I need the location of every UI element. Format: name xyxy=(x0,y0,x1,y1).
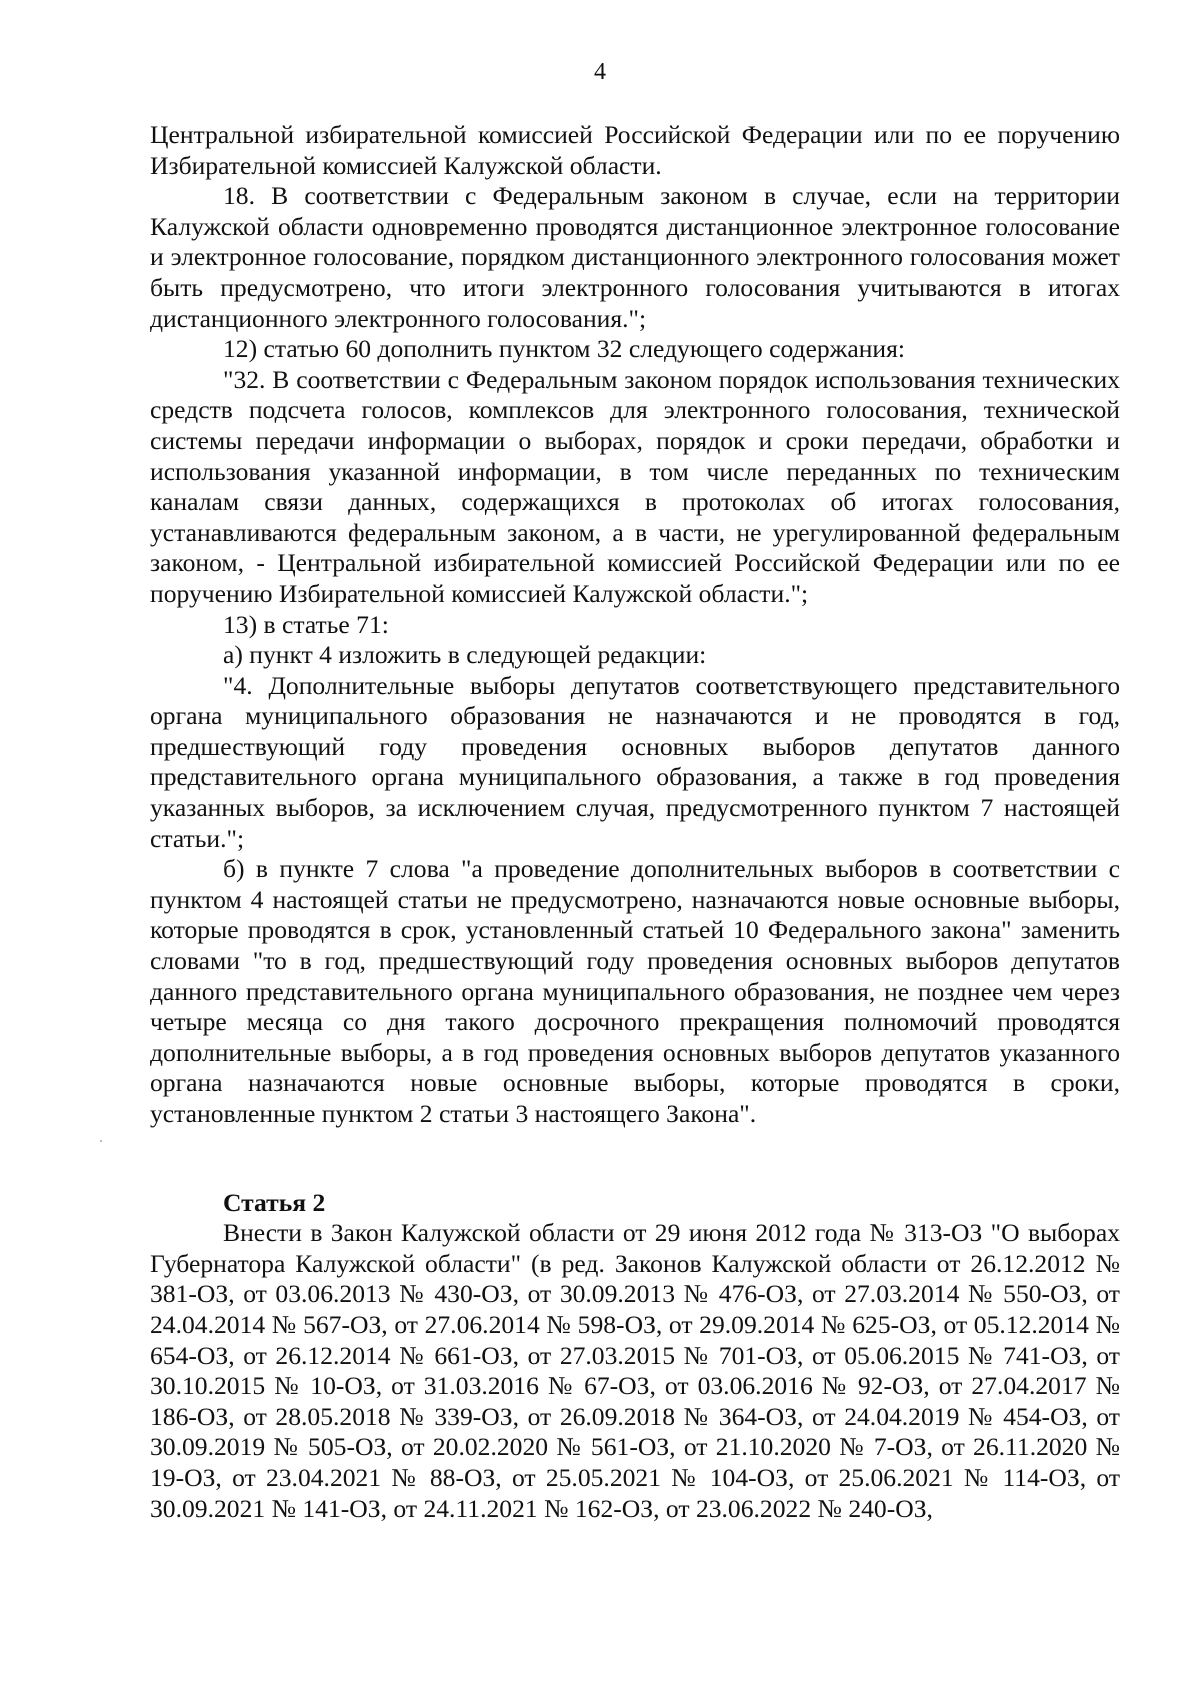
paragraph-item-32: "32. В соответствии с Федеральным законом порядок использования технических средств подсчета голосов, комплексов для электронного голосования, технической системы передачи информации о выборах, порядок и сроки передачи, обработки и использования указанной информации, в том числе переданных по техническим каналам связи данных, содержащихся в протоколах об итогах голосования, устанавливаются федеральным законом, а в части, не урегулированной федеральным законом, - Центральной избирательной комиссией Российской Федерации или по ее поручению Избирательной комиссией Калужской области."; xyxy=(150,364,1120,608)
section-spacer xyxy=(150,1130,1120,1188)
paragraph-item-13b: б) в пункте 7 слова "а проведение дополнительных выборов в соответствии с пунктом 4 настоящей статьи не предусмотрено, назначаются новые основные выборы, которые проводятся в срок, установленный статьей 10 Федерального закона" заменить словами "то в год, предшествующий году проведения основных выборов депутатов данного представительного органа муниципального образования, не позднее чем через четыре месяца со дня такого досрочного прекращения полномочий проводятся дополнительные выборы, а в год проведения основных выборов депутатов указанного органа назначаются новые основные выборы, которые проводятся в сроки, установленные пунктом 2 статьи 3 настоящего Закона". xyxy=(150,854,1120,1128)
paragraph-item-12: 12) статью 60 дополнить пунктом 32 следующего содержания: xyxy=(223,334,905,364)
paragraph-continuation: Центральной избирательной комиссией Российской Федерации или по ее поручению Избирательной комиссией Калужской области. xyxy=(150,120,1120,180)
paragraph-item-13: 13) в статье 71: xyxy=(223,609,389,639)
article-heading: Статья 2 xyxy=(223,1187,326,1217)
paragraph-item-13a: а) пункт 4 изложить в следующей редакции: xyxy=(223,640,707,670)
scan-speck xyxy=(100,1140,102,1142)
paragraph-item-18: 18. В соответствии с Федеральным законом в случае, если на территории Калужской области одновременно проводятся дистанционное электронное голосование и электронное голосование, порядком дистанционного электронного голосования может быть предусмотрено, что итоги электронного голосования учитываются в итогах дистанционного электронного голосования."; xyxy=(150,181,1120,333)
paragraph-item-4: "4. Дополнительные выборы депутатов соответствующего представительного органа муниципального образования не назначаются и не проводятся в год, предшествующий году проведения основных выборов депутатов данного представительного органа муниципального образования, а также в год проведения указанных выборов, за исключением случая, предусмотренного пунктом 7 настоящей статьи."; xyxy=(150,670,1120,853)
page-number: 4 xyxy=(594,59,606,85)
document-body xyxy=(150,120,1120,1524)
article-paragraph: Внести в Закон Калужской области от 29 июня 2012 года № 313-ОЗ "О выборах Губернатора Калужской области" (в ред. Законов Калужской области от 26.12.2012 № 381-ОЗ, от 03.06.2013 № 430-ОЗ, от 30.09.2013 № 476-ОЗ, от 27.03.2014 № 550-ОЗ, от 24.04.2014 № 567-ОЗ, от 27.06.2014 № 598-ОЗ, от 29.09.2014 № 625-ОЗ, от 05.12.2014 № 654-ОЗ, от 26.12.2014 № 661-ОЗ, от 27.03.2015 № 701-ОЗ, от 05.06.2015 № 741-ОЗ, от 30.10.2015 № 10-ОЗ, от 31.03.2016 № 67-ОЗ, от 03.06.2016 № 92-ОЗ, от 27.04.2017 № 186-ОЗ, от 28.05.2018 № 339-ОЗ, от 26.09.2018 № 364-ОЗ, от 24.04.2019 № 454-ОЗ, от 30.09.2019 № 505-ОЗ, от 20.02.2020 № 561-ОЗ, от 21.10.2020 № 7-ОЗ, от 26.11.2020 № 19-ОЗ, от 23.04.2021 № 88-ОЗ, от 25.05.2021 № 104-ОЗ, от 25.06.2021 № 114-ОЗ, от 30.09.2021 № 141-ОЗ, от 24.11.2021 № 162-ОЗ, от 23.06.2022 № 240-ОЗ, xyxy=(150,1218,1120,1523)
